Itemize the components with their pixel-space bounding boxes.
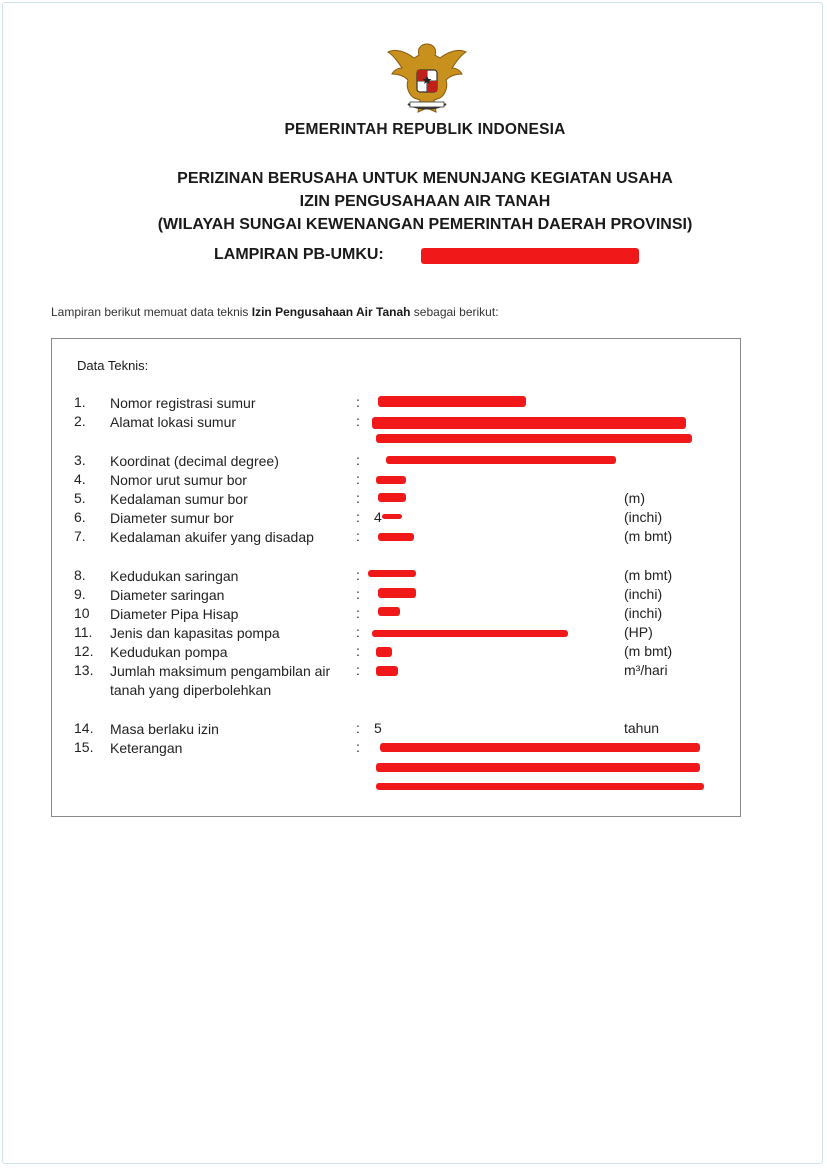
data-row: 12. Kedudukan pompa : (m bmt)	[74, 643, 673, 660]
redaction-mark	[368, 570, 416, 577]
title-line-2: IZIN PENGUSAHAAN AIR TANAH	[299, 193, 551, 210]
lampiran-label: LAMPIRAN PB-UMKU:	[214, 246, 384, 263]
redaction-mark	[376, 476, 406, 484]
data-row: 13. Jumlah maksimum pengambilan air tanah yang diperbolehkan : m³/hari	[74, 662, 668, 698]
data-row: 14. Masa berlaku izin : 5 tahun	[74, 720, 660, 737]
data-row: 8. Kedudukan saringan : (m bmt)	[74, 567, 673, 584]
intro-text: Lampiran berikut memuat data teknis Izin Pengusahaan Air Tanah sebagai berikut:	[51, 305, 499, 319]
redaction-mark	[376, 647, 392, 657]
redaction-mark	[372, 630, 568, 637]
redaction-mark	[372, 417, 686, 429]
data-row: 11. Jenis dan kapasitas pompa : (HP)	[74, 624, 653, 641]
government-heading: PEMERINTAH REPUBLIK INDONESIA	[284, 121, 566, 138]
redaction-mark	[380, 743, 700, 752]
data-row: 7. Kedalaman akuifer yang disadap : (m bmt)	[74, 528, 673, 545]
redaction-mark	[386, 456, 616, 464]
data-row: 9. Diameter saringan : (inchi)	[74, 586, 663, 603]
redaction-mark	[378, 493, 406, 502]
data-row: 6. Diameter sumur bor : 4 (inchi)	[74, 509, 663, 526]
data-row: 5. Kedalaman sumur bor : (m)	[74, 490, 645, 507]
redaction-mark	[376, 434, 692, 443]
redaction-mark	[378, 607, 400, 616]
data-row: 1. Nomor registrasi sumur :	[74, 394, 360, 411]
lampiran-number-redaction	[421, 248, 639, 264]
redaction-mark	[382, 514, 402, 519]
title-line-3: (WILAYAH SUNGAI KEWENANGAN PEMERINTAH DAERAH PROVINSI)	[157, 216, 693, 233]
title-line-1: PERIZINAN BERUSAHA UNTUK MENUNJANG KEGIATAN USAHA	[177, 170, 673, 187]
data-row: 2. Alamat lokasi sumur :	[74, 413, 360, 430]
redaction-mark	[376, 783, 704, 790]
redaction-mark	[376, 666, 398, 676]
redaction-mark	[378, 396, 526, 407]
data-row: 3. Koordinat (decimal degree) :	[74, 452, 360, 469]
garuda-emblem-icon	[384, 38, 470, 118]
redaction-mark	[378, 533, 414, 541]
data-row: 15. Keterangan :	[74, 739, 360, 756]
redaction-mark	[376, 763, 700, 772]
redaction-mark	[378, 588, 416, 598]
data-row: 10 Diameter Pipa Hisap : (inchi)	[74, 605, 663, 622]
intro-bold: Izin Pengusahaan Air Tanah	[251, 305, 411, 319]
data-row: 4. Nomor urut sumur bor :	[74, 471, 360, 488]
data-teknis-title: Data Teknis:	[77, 358, 149, 373]
